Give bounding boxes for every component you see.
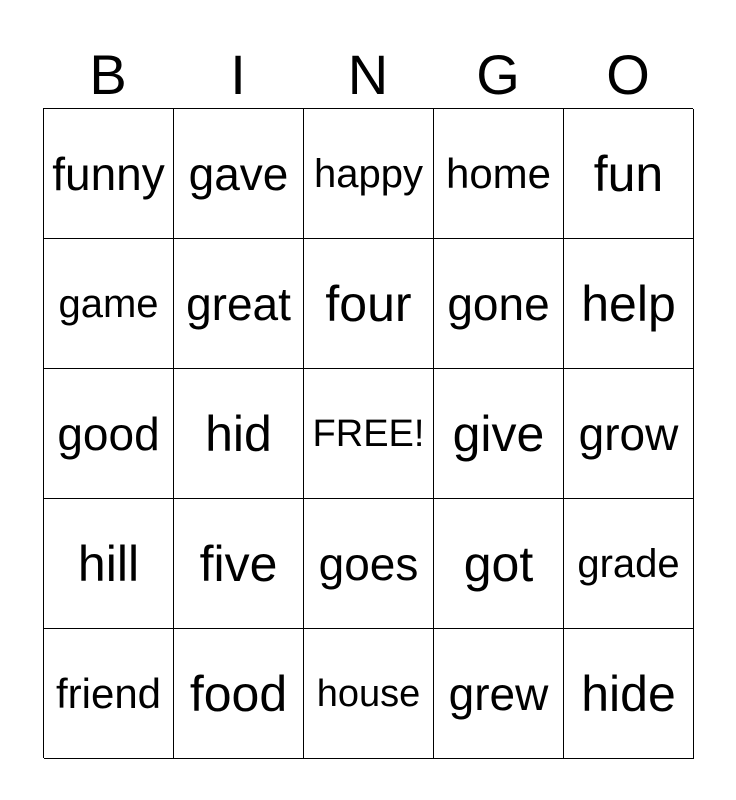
cell-word: hill <box>77 535 140 592</box>
cell-word: fun <box>593 145 664 202</box>
cell-word: good <box>57 407 160 460</box>
header-letter-o: O <box>606 43 650 106</box>
cell-word: home <box>445 149 552 197</box>
bingo-cell <box>174 109 304 239</box>
bingo-cell <box>44 499 174 629</box>
bingo-cell <box>174 499 304 629</box>
bingo-cell <box>564 629 694 759</box>
bingo-cell <box>564 499 694 629</box>
bingo-cell <box>174 369 304 499</box>
bingo-cell <box>174 629 304 759</box>
cell-word: happy <box>314 151 423 196</box>
bingo-cell <box>44 369 174 499</box>
bingo-cell <box>434 629 564 759</box>
cell-word: five <box>199 535 278 592</box>
bingo-cell <box>564 369 694 499</box>
bingo-cell <box>434 109 564 239</box>
bingo-cell <box>434 369 564 499</box>
bingo-board <box>43 108 693 758</box>
cell-word: friend <box>55 669 162 717</box>
free-space-label: FREE! <box>312 412 425 455</box>
bingo-header <box>43 40 693 108</box>
bingo-cell <box>44 109 174 239</box>
cell-word: grew <box>448 667 549 720</box>
bingo-cell <box>304 239 434 369</box>
bingo-cell <box>304 629 434 759</box>
bingo-cell <box>564 109 694 239</box>
cell-word: grow <box>578 407 679 460</box>
bingo-cell <box>174 239 304 369</box>
bingo-cell <box>564 239 694 369</box>
bingo-cell <box>44 629 174 759</box>
bingo-cell <box>304 109 434 239</box>
cell-word: four <box>325 275 412 332</box>
header-letter-n: N <box>347 43 389 106</box>
cell-word: give <box>452 405 545 462</box>
cell-word: goes <box>318 537 419 590</box>
cell-word: grade <box>577 541 680 586</box>
header-letter-b: B <box>89 43 127 106</box>
bingo-cell <box>434 499 564 629</box>
cell-word: great <box>186 277 291 330</box>
bingo-cell <box>434 239 564 369</box>
cell-word: food <box>189 665 288 722</box>
cell-word: house <box>316 672 421 715</box>
cell-word: hide <box>581 665 676 722</box>
cell-word: game <box>58 281 159 326</box>
bingo-cell <box>44 239 174 369</box>
cell-word: help <box>581 275 676 332</box>
cell-word: got <box>463 535 534 592</box>
bingo-cell <box>304 499 434 629</box>
cell-word: gone <box>447 277 550 330</box>
header-letter-i: I <box>230 43 246 106</box>
cell-word: funny <box>52 147 165 200</box>
free-space-cell <box>304 369 434 499</box>
cell-word: gave <box>188 147 289 200</box>
header-letter-g: G <box>476 43 520 106</box>
cell-word: hid <box>205 405 272 462</box>
